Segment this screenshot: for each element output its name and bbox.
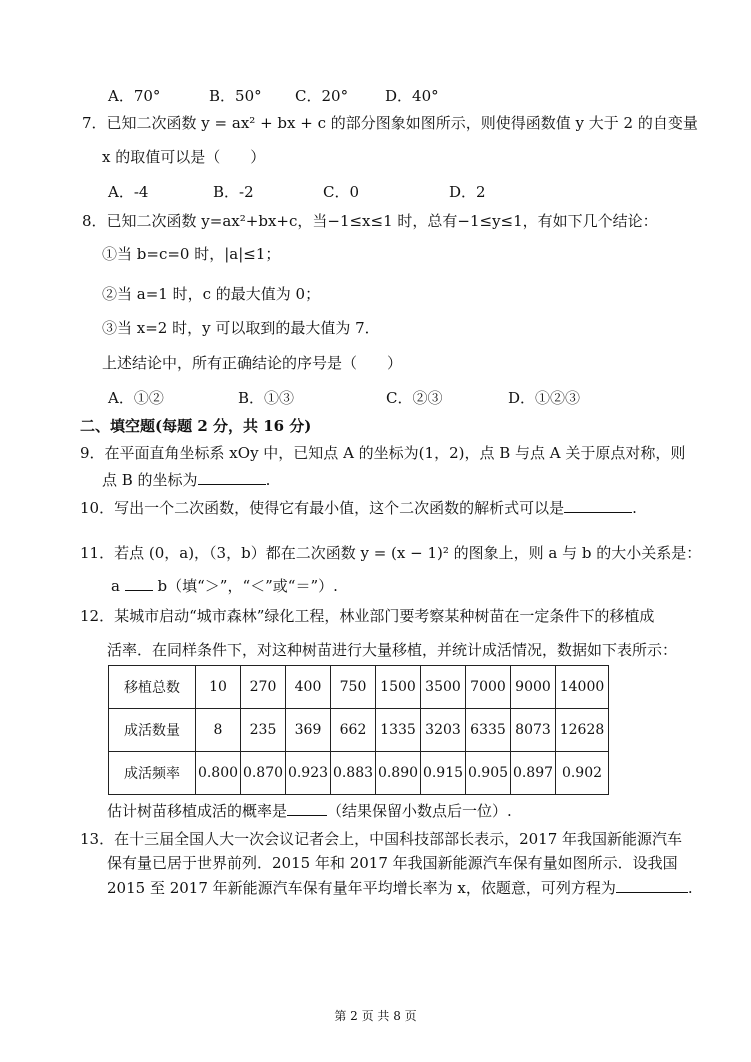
q10-stem [80, 497, 637, 518]
q8-option-a: A．①② [108, 389, 164, 407]
table-cell: 9000 [511, 666, 556, 709]
table-row [109, 709, 609, 752]
q11-answer-blank[interactable] [125, 575, 153, 591]
q8-prompt: 上述结论中，所有正确结论的序号是（ ） [102, 354, 403, 372]
q7-option-a: A．-4 [108, 183, 149, 201]
table-row [109, 752, 609, 795]
q12-stem-line2: 活率．在同样条件下，对这种树苗进行大量移植，并统计成活情况，数据如下表所示： [107, 641, 678, 659]
q9-stem-line1: 9．在平面直角坐标系 xOy 中，已知点 A 的坐标为(1，2)，点 B 与点 A 关于原点对称，则 [80, 444, 686, 462]
q13-end: . [687, 879, 693, 897]
q7-option-c: C．0 [323, 183, 360, 201]
table-cell: 0.915 [421, 752, 466, 795]
table-cell: 0.883 [331, 752, 376, 795]
q12-stem-line1: 12．某城市启动“城市森林”绿化工程，林业部门要考察某种树苗在一定条件下的移植成 [80, 607, 655, 625]
q12-estimate-line [107, 800, 512, 821]
table-cell: 移植总数 [109, 666, 196, 709]
q9-label: 点 B 的坐标为 [102, 471, 198, 489]
q8-conclusion-1: ①当 b=c=0 时，|a|≤1； [102, 245, 281, 263]
q9-end: . [265, 471, 271, 489]
table-cell: 0.905 [466, 752, 511, 795]
q12-estimate-note: （结果保留小数点后一位）. [327, 802, 512, 820]
table-cell: 成活数量 [109, 709, 196, 752]
table-cell: 10 [196, 666, 241, 709]
q8-conclusion-3: ③当 x=2 时，y 可以取到的最大值为 7． [102, 319, 380, 337]
q7-stem-line2: x 的取值可以是（ ） [102, 148, 266, 166]
table-cell: 12628 [556, 709, 609, 752]
q9-stem-line2 [102, 469, 270, 490]
table-cell: 235 [241, 709, 286, 752]
table-cell: 3500 [421, 666, 466, 709]
q10-answer-blank[interactable] [564, 497, 632, 513]
section-heading-fill-in: 二、填空题(每题 2 分，共 16 分) [80, 417, 312, 435]
table-cell: 7000 [466, 666, 511, 709]
q6-option-b: B．50° [209, 87, 262, 105]
table-cell: 270 [241, 666, 286, 709]
table-cell: 3203 [421, 709, 466, 752]
table-cell: 369 [286, 709, 331, 752]
q7-option-d: D．2 [449, 183, 486, 201]
table-cell: 0.897 [511, 752, 556, 795]
page-footer: 第 2 页 共 8 页 [334, 1009, 417, 1023]
q11-a: a [111, 577, 120, 595]
table-cell: 8073 [511, 709, 556, 752]
q6-option-a: A．70° [108, 87, 161, 105]
q11-stem: 11．若点 (0，a)，（3，b）都在二次函数 y = (x − 1)² 的图象上，则 a 与 b 的大小关系是： [80, 544, 702, 562]
q8-stem: 8．已知二次函数 y=ax²+bx+c，当−1≤x≤1 时，总有−1≤y≤1，有如下几个结论： [82, 212, 658, 230]
q12-estimate-label: 估计树苗移植成活的概率是 [107, 802, 288, 820]
q8-option-d: D．①②③ [508, 389, 581, 407]
q13-stem-line3 [107, 877, 693, 898]
table-cell: 750 [331, 666, 376, 709]
q11-b: b（填“＞”，“＜”或“＝”）. [157, 577, 338, 595]
q8-option-c: C．②③ [386, 389, 443, 407]
table-cell: 成活频率 [109, 752, 196, 795]
q11-answer-line [111, 575, 338, 596]
table-cell: 0.902 [556, 752, 609, 795]
q6-option-d: D．40° [385, 87, 439, 105]
q9-answer-blank[interactable] [198, 469, 266, 485]
q8-option-b: B．①③ [238, 389, 295, 407]
table-cell: 6335 [466, 709, 511, 752]
q6-option-c: C．20° [295, 87, 349, 105]
table-cell: 400 [286, 666, 331, 709]
table-row [109, 666, 609, 709]
table-cell: 1500 [376, 666, 421, 709]
table-cell: 14000 [556, 666, 609, 709]
table-cell: 0.870 [241, 752, 286, 795]
q8-conclusion-2: ②当 a=1 时，c 的最大值为 0； [102, 285, 321, 303]
q13-text: 2015 至 2017 年新能源汽车保有量年平均增长率为 x，依题意，可列方程为 [107, 879, 616, 897]
table-cell: 1335 [376, 709, 421, 752]
table-cell: 0.800 [196, 752, 241, 795]
table-cell: 0.890 [376, 752, 421, 795]
q7-option-b: B．-2 [213, 183, 254, 201]
q7-stem-line1: 7．已知二次函数 y = ax² + bx + c 的部分图象如图所示，则使得函数值 y 大于 2 的自变量 [82, 114, 698, 132]
q13-answer-blank[interactable] [616, 877, 688, 893]
q13-stem-line1: 13．在十三届全国人大一次会议记者会上，中国科技部部长表示，2017 年我国新能源汽车 [80, 830, 683, 848]
q12-answer-blank[interactable] [287, 800, 327, 816]
table-cell: 8 [196, 709, 241, 752]
transplant-table [108, 665, 609, 795]
q10-text: 10．写出一个二次函数，使得它有最小值，这个二次函数的解析式可以是 [80, 499, 565, 517]
q10-end: . [632, 499, 637, 517]
table-cell: 662 [331, 709, 376, 752]
table-cell: 0.923 [286, 752, 331, 795]
q13-stem-line2: 保有量已居于世界前列．2015 年和 2017 年我国新能源汽车保有量如图所示．设我国 [107, 854, 678, 872]
